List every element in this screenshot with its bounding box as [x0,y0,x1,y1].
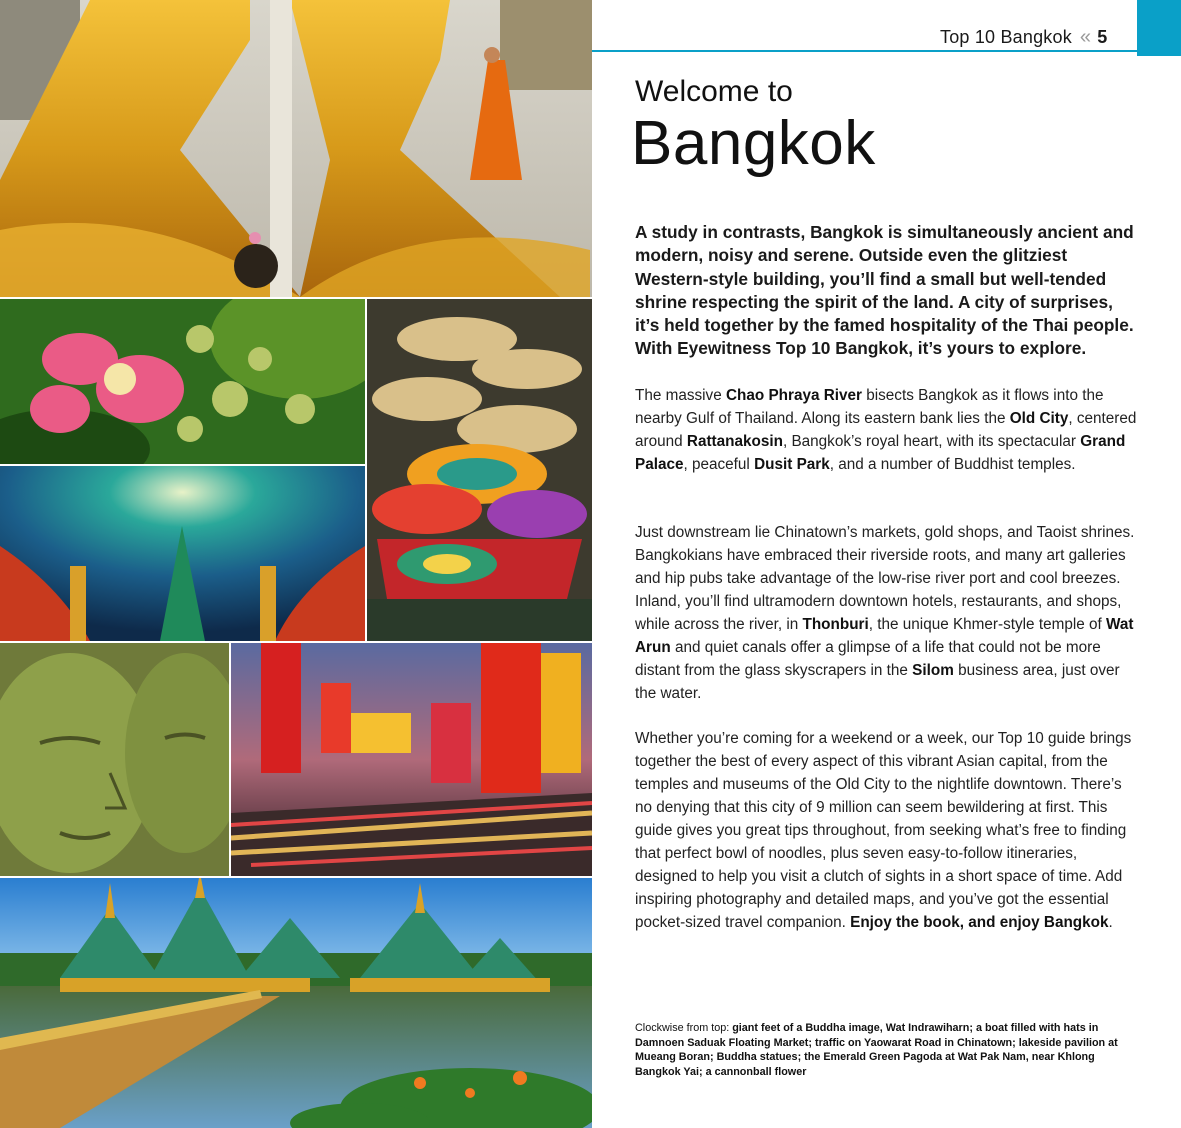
page-edge-tab [1137,0,1181,56]
body-text: , Bangkok’s royal heart, with its spectacular [782,433,1081,450]
body-text: , centered around [635,410,1137,450]
highlight-text: giant feet of a Buddha image, Wat Indrawiharn; a boat filled with hats in Damnoen Saduak Floating Market; traffic on Yaowarat Road in Chinatown; lakeside pavilion at Mueang Boran; Buddha statues; the Emerald Green Pagoda at Wat Pak Nam, near Khlong Bangkok Yai; a cannonball flower [635,1022,1118,1078]
body-text: bisects Bangkok as it flows into the nearby Gulf of Thailand. Along its eastern bank lies the [635,387,1104,427]
photo-caption [635,1021,1135,1079]
body-text: Clockwise from top: [635,1022,733,1034]
highlight-text: Chao Phraya River [725,387,862,404]
running-head [940,26,1107,49]
photo-chinatown-traffic [231,643,592,876]
highlight-text: Old City [1009,410,1069,427]
body-paragraph-1 [635,384,1141,476]
body-text: and quiet canals offer a glimpse of a life that could not be more distant from the glass skyscrapers in the [635,639,1101,679]
body-text: The massive [635,387,726,404]
body-paragraph-2 [635,521,1141,705]
highlight-text: Thonburi [802,616,869,633]
body-text: Just downstream lie Chinatown’s markets, gold shops, and Taoist shrines. Bangkokians have embraced their riverside roots, and many art galleries and hip pubs take advantage of the low-rise river port and cool breezes. Inland, you’ll find ultramodern downtown hotels, restaurants, and shops, while across the river, in [635,524,1135,633]
body-text: business area, just over the water. [635,662,1120,702]
page-title-line1: Welcome to [635,75,793,108]
body-text: , the unique Khmer-style temple of [868,616,1106,633]
highlight-text: Enjoy the book, and enjoy Bangkok [850,914,1109,931]
photo-cannonball-flower [0,299,365,464]
highlight-text: Dusit Park [754,456,830,473]
chevron-left-icon: « [1079,26,1092,48]
intro-paragraph: A study in contrasts, Bangkok is simultaneously ancient and modern, noisy and serene. Outside even the glitziest Western-style building, you’ll find a small but well-tended shrine respecting the spirit of the land. A city of surprises, it’s held together by the famed hospitality of the Thai people. With Eyewitness Top 10 Bangkok, it’s yours to explore. [635,222,1134,359]
page-title: Bangkok [631,109,876,178]
body-paragraph-3 [635,727,1141,934]
body-text: Whether you’re coming for a weekend or a week, our Top 10 guide brings together the best of every aspect of this vibrant Asian capital, from the temples and museums of the Old City to the nightlife downtown. There’s no denying that this city of 9 million can seem bewildering at first. This guide gives you great tips throughout, from seeking what’s free to finding that perfect bowl of noodles, plus seven easy-to-follow itineraries, designed to help you visit a clutch of sights in a short space of time. Add inspiring photography and detailed maps, and you’ve got the essential pocket-sized travel companion. [635,730,1132,931]
page-number: 5 [1097,27,1108,47]
highlight-text: Wat Arun [635,616,1134,656]
photo-floating-market-hats [367,299,592,641]
photo-emerald-pagoda [0,466,365,641]
photo-buddha-statues [0,643,229,876]
highlight-text: Grand Palace [635,433,1126,473]
body-text: . [1108,914,1113,931]
header-rule [592,50,1137,52]
photo-buddha-feet [0,0,592,297]
photo-lakeside-pavilion [0,878,592,1128]
highlight-text: Silom [912,662,954,679]
highlight-text: Rattanakosin [686,433,783,450]
running-head-title: Top 10 Bangkok [940,27,1072,47]
body-text: , and a number of Buddhist temples. [829,456,1076,473]
body-text: , peaceful [683,456,755,473]
